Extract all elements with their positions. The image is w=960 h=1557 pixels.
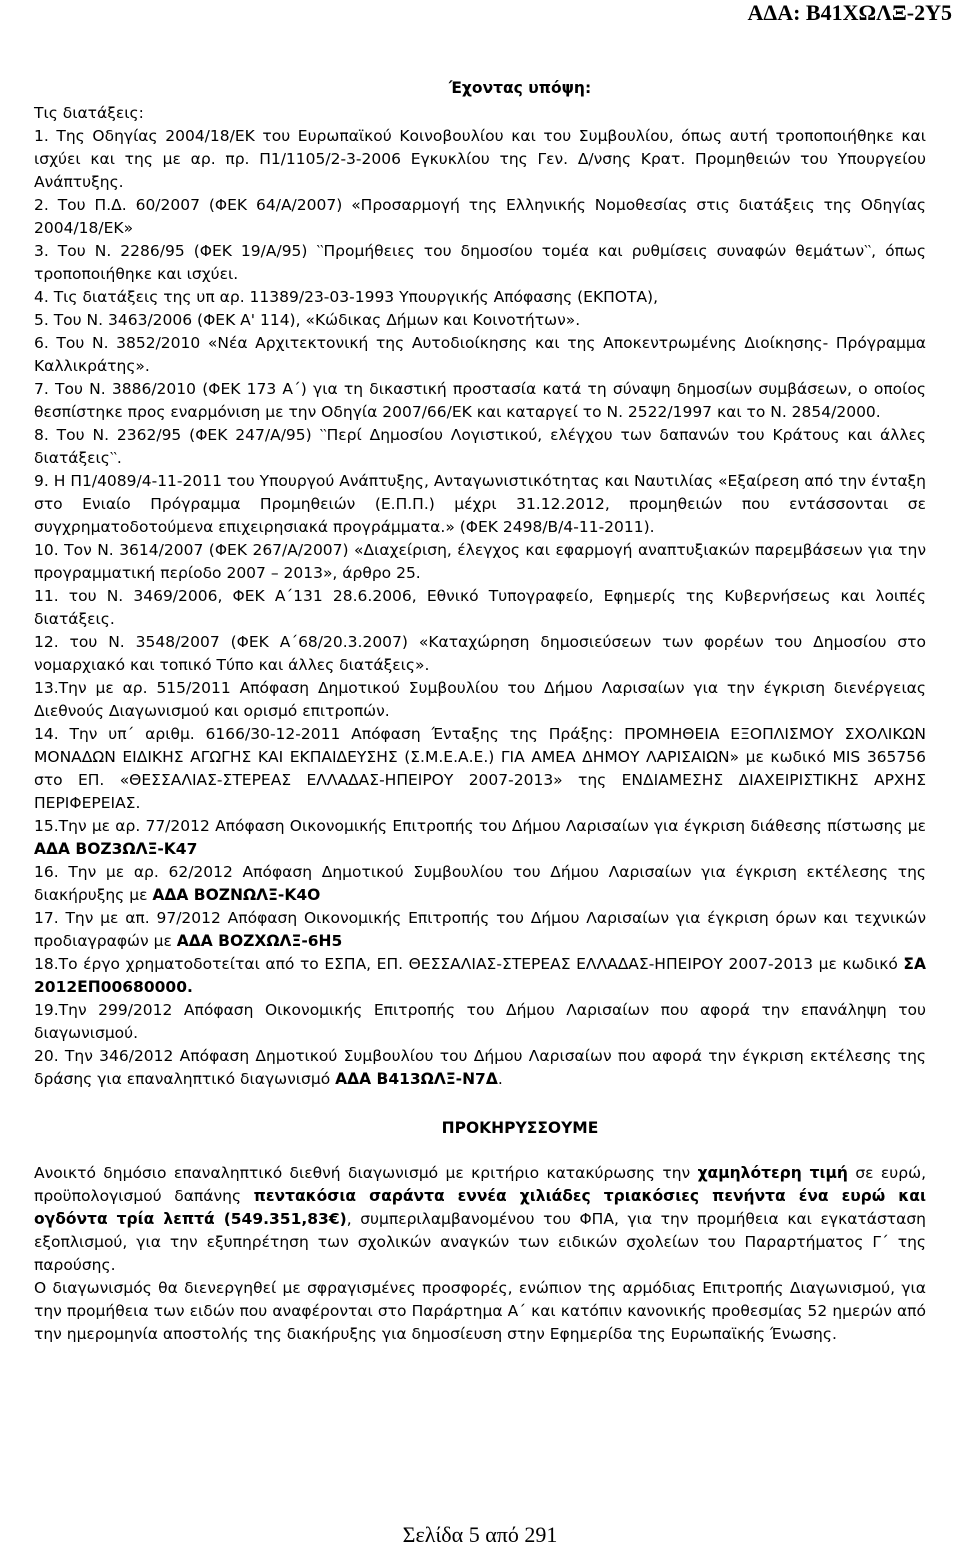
consideration-text: 4. Τις διατάξεις της υπ αρ. 11389/23-03-1993 Υπουργικής Απόφασης (ΕΚΠΟΤΑ),: [34, 288, 659, 306]
consideration-item: [34, 194, 926, 240]
consideration-text: 17. Την με απ. 97/2012 Απόφαση Οικονομικής Επιτροπής του Δήμου Λαρισαίων για έγκριση όρων και τεχνικών προδιαγραφών με: [34, 909, 926, 950]
announcement-paragraph: [34, 1162, 926, 1277]
consideration-text: 9. Η Π1/4089/4-11-2011 του Υπουργού Ανάπτυξης, Ανταγωνιστικότητας και Ναυτιλίας «Εξαίρεση από την ένταξη στο Ενιαίο Πρόγραμμα Προμηθειών (Ε.Π.Π.) μέχρι 31.12.2012, προμηθειών που εντάσσονται σε συγχρηματοδοτούμενα επιχειρησιακά προγράμματα.» (ΦΕΚ 2498/Β/4-11-2011).: [34, 472, 926, 536]
ada-code: ΑΔΑ: Β41ΧΩΛΞ-2Υ5: [747, 0, 952, 25]
para1-text-2: σε ευρώ, προϋπολογισμού δαπάνης: [34, 1164, 926, 1205]
consideration-text: 6. Του Ν. 3852/2010 «Νέα Αρχιτεκτονική της Αυτοδιοίκησης και της Αποκεντρωμένης Διοίκησης- Πρόγραμμα Καλλικράτης».: [34, 334, 926, 375]
consideration-text: 12. του Ν. 3548/2007 (ΦΕΚ Α΄68/20.3.2007) «Καταχώρηση δημοσιεύσεων των φορέων του Δημοσίου στο νομαρχιακό και τοπικό Τύπο και άλλες διατάξεις».: [34, 633, 926, 674]
consideration-item: [34, 677, 926, 723]
consideration-ada: ΣΑ 2012ΕΠ00680000.: [34, 955, 926, 996]
consideration-text: 5. Του Ν. 3463/2006 (ΦΕΚ Α' 114), «Κώδικας Δήμων και Κοινοτήτων».: [34, 311, 581, 329]
consideration-text: 20. Την 346/2012 Απόφαση Δημοτικού Συμβουλίου του Δήμου Λαρισαίων που αφορά την έγκριση εκτέλεσης της δράσης για επαναληπτικό διαγωνισμό: [34, 1047, 926, 1088]
intro-line: Τις διατάξεις:: [34, 104, 144, 122]
consideration-tail: .: [497, 1070, 503, 1088]
para1-text-3: , συμπεριλαμβανομένου του ΦΠΑ, για την προμήθεια και εγκατάσταση εξοπλισμού, για την εξυπηρέτηση των σχολικών αναγκών των ειδικών σχολείων του Παραρτήματος Γ΄ της παρούσης.: [34, 1210, 926, 1274]
document-body: [34, 74, 926, 1346]
consideration-text: 7. Του Ν. 3886/2010 (ΦΕΚ 173 Α΄) για τη δικαστική προστασία κατά τη σύναψη δημοσίων συμβάσεων, ο οποίος θεσπίστηκε προς εναρμόνιση με την Οδηγία 2007/66/ΕΚ και καταργεί το Ν. 2522/1997 και το Ν. 2854/2000.: [34, 380, 926, 421]
consideration-text: 18.Το έργο χρηματοδοτείται από το ΕΣΠΑ, ΕΠ. ΘΕΣΣΑΛΙΑΣ-ΣΤΕΡΕΑΣ ΕΛΛΑΔΑΣ-ΗΠΕΙΡΟΥ 2007-2013 με κωδικό: [34, 955, 904, 973]
para1-bold-2: πεντακόσια σαράντα εννέα χιλιάδες τριακόσιες πενήντα ένα ευρώ και ογδόντα τρία λεπτά (549.351,83€): [34, 1187, 926, 1228]
consideration-item: [34, 240, 926, 286]
page-number: Σελίδα 5 από 291: [402, 1522, 558, 1547]
procedure-paragraph: Ο διαγωνισμός θα διενεργηθεί με σφραγισμένες προσφορές, ενώπιον της αρμόδιας Επιτροπής Διαγωνισμού, για την προμήθεια των ειδών που αναφέρονται στο Παράρτημα Α΄ και κατόπιν κανονικής προθεσμίας 52 ημερών από την ημερομηνία αποστολής της διακήρυξης για δημοσίευση στην Εφημερίδα της Ευρωπαϊκής Ένωσης.: [34, 1279, 926, 1343]
consideration-text: 14. Την υπ΄ αριθμ. 6166/30-12-2011 Απόφαση Ένταξης της Πράξης: ΠΡΟΜΗΘΕΙΑ ΕΞΟΠΛΙΣΜΟΥ ΣΧΟΛΙΚΩΝ ΜΟΝΑΔΩΝ ΕΙΔΙΚΗΣ ΑΓΩΓΗΣ ΚΑΙ ΕΚΠΑΙΔΕΥΣΗΣ (Σ.Μ.Ε.Α.Ε.) ΓΙΑ ΑΜΕΑ ΔΗΜΟΥ ΛΑΡΙΣΑΙΩΝ» με κωδικό MIS 365756 στο ΕΠ. «ΘΕΣΣΑΛΙΑΣ-ΣΤΕΡΕΑΣ ΕΛΛΑΔΑΣ-ΗΠΕΙΡΟΥ 2007-2013» της ΕΝΔΙΑΜΕΣΗΣ ΔΙΑΧΕΙΡΙΣΤΙΚΗΣ ΑΡΧΗΣ ΠΕΡΙΦΕΡΕΙΑΣ.: [34, 725, 926, 812]
consideration-text: 3. Του Ν. 2286/95 (ΦΕΚ 19/Α/95) ‵‵Προμήθειες του δημοσίου τομέα και ρυθμίσεις συναφών θεμάτων‵‵, όπως τροποποιήθηκε και ισχύει.: [34, 242, 926, 283]
consideration-text: 19.Την 299/2012 Απόφαση Οικονομικής Επιτροπής του Δήμου Λαρισαίων που αφορά την επανάληψη του διαγωνισμού.: [34, 1001, 926, 1042]
para1-bold-1: χαμηλότερη τιμή: [697, 1164, 848, 1182]
consideration-item: [34, 999, 926, 1045]
consideration-item: [34, 861, 926, 907]
consideration-item: [34, 723, 926, 815]
consideration-ada: ΑΔΑ Β413ΩΛΞ-Ν7Δ: [335, 1070, 498, 1088]
consideration-item: [34, 332, 926, 378]
consideration-item: [34, 631, 926, 677]
consideration-text: 10. Τον Ν. 3614/2007 (ΦΕΚ 267/Α/2007) «Διαχείριση, έλεγχος και εφαρμογή αναπτυξιακών παρεμβάσεων για την προγραμματική περίοδο 2007 – 2013», άρθρο 25.: [34, 541, 926, 582]
consideration-item: [34, 309, 926, 332]
consideration-text: 2. Του Π.Δ. 60/2007 (ΦΕΚ 64/Α/2007) «Προσαρμογή της Ελληνικής Νομοθεσίας στις διατάξεις της Οδηγίας 2004/18/ΕΚ»: [34, 196, 926, 237]
consideration-item: [34, 1045, 926, 1091]
consideration-item: [34, 539, 926, 585]
consideration-text: 11. του Ν. 3469/2006, ΦΕΚ Α΄131 28.6.2006, Εθνικό Τυπογραφείο, Εφημερίς της Κυβερνήσεως και λοιπές διατάξεις.: [34, 587, 926, 628]
consideration-text: 1. Της Οδηγίας 2004/18/ΕΚ του Ευρωπαϊκού Κοινοβουλίου και του Συμβουλίου, όπως αυτή τροποποιήθηκε και ισχύει και της με αρ. πρ. Π1/1105/2-3-2006 Εγκυκλίου της Γεν. Δ/νσης Κρατ. Προμηθειών του Υπουργείου Ανάπτυξης.: [34, 127, 926, 191]
consideration-ada: ΑΔΑ ΒΟΖ3ΩΛΞ-Κ47: [34, 840, 198, 858]
consideration-item: [34, 815, 926, 861]
consideration-item: [34, 378, 926, 424]
consideration-ada: ΑΔΑ ΒΟΖΝΩΛΞ-Κ4Ο: [152, 886, 321, 904]
consideration-item: [34, 470, 926, 539]
para1-text-1: Ανοικτό δημόσιο επαναληπτικό διεθνή διαγωνισμό με κριτήριο κατακύρωσης την: [34, 1164, 698, 1182]
consideration-item: [34, 125, 926, 194]
consideration-text: 15.Την με αρ. 77/2012 Απόφαση Οικονομικής Επιτροπής του Δήμου Λαρισαίων για έγκριση διάθεσης πίστωσης με: [34, 817, 926, 835]
proclaim-heading: ΠΡΟΚΗΡΥΣΣΟΥΜΕ: [441, 1119, 599, 1137]
consideration-text: 16. Την με αρ. 62/2012 Απόφαση Δημοτικού Συμβουλίου του Δήμου Λαρισαίων για έγκριση εκτέλεσης της διακήρυξης με: [34, 863, 926, 904]
considerations-heading: Έχοντας υπόψη:: [448, 79, 592, 97]
consideration-item: [34, 907, 926, 953]
consideration-item: [34, 953, 926, 999]
consideration-ada: ΑΔΑ ΒΟΖΧΩΛΞ-6Η5: [176, 932, 343, 950]
consideration-text: 13.Την με αρ. 515/2011 Απόφαση Δημοτικού Συμβουλίου του Δήμου Λαρισαίων για την έγκριση διενέργειας Διεθνούς Διαγωνισμού και ορισμό επιτροπών.: [34, 679, 926, 720]
consideration-text: 8. Του Ν. 2362/95 (ΦΕΚ 247/Α/95) ‵‵Περί Δημοσίου Λογιστικού, ελέγχου των δαπανών του Κράτους και άλλες διατάξεις‵‵.: [34, 426, 926, 467]
consideration-item: [34, 585, 926, 631]
considerations-list: [34, 125, 926, 1091]
consideration-item: [34, 424, 926, 470]
consideration-item: [34, 286, 926, 309]
